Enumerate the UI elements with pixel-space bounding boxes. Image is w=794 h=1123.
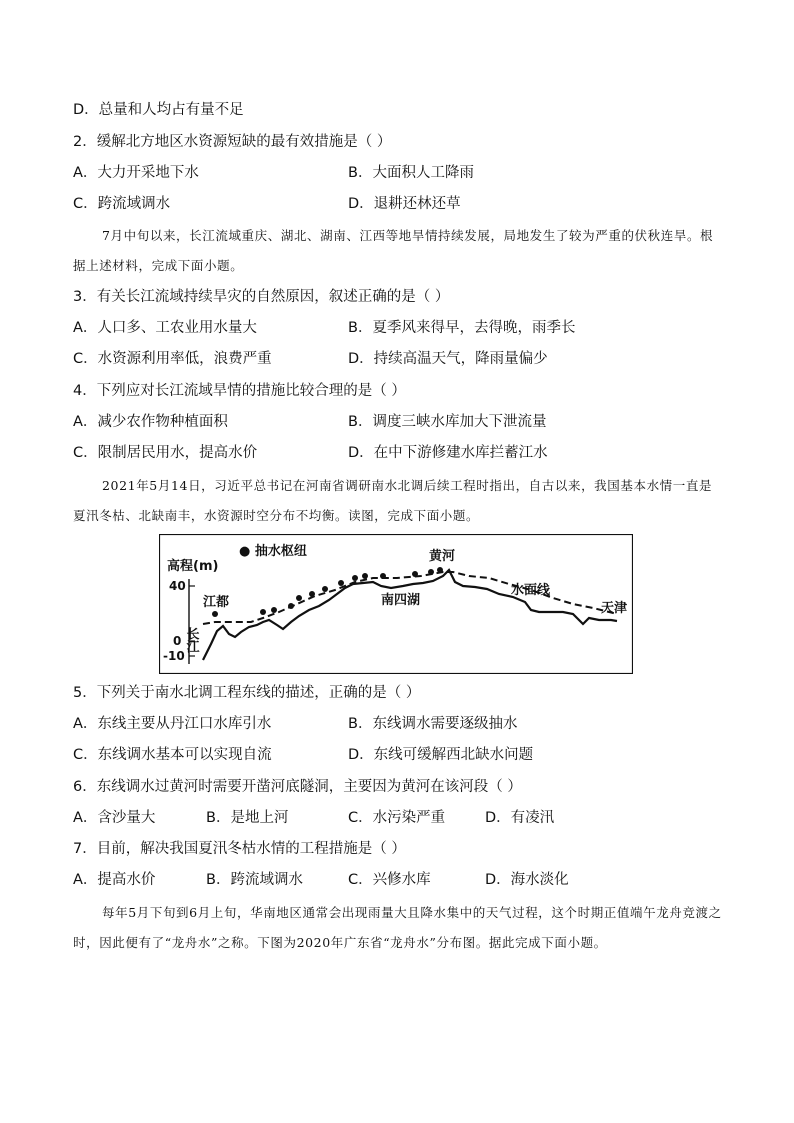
q7-option-b: B．跨流域调水 [206, 872, 303, 888]
pump-station-dot [437, 567, 443, 573]
q5-option-a: A．东线主要从丹江口水库引水 [73, 716, 272, 732]
passage-south-north-water: 2021年5月14日，习近平总书记在河南省调研南水北调后续工程时指出，自古以来，我国基本水情一直是夏汛冬枯、北缺南丰，水资源时空分布不均衡。读图，完成下面小题。 [73, 478, 713, 523]
q4-options-row2 [73, 443, 548, 463]
q4-stem: 4．下列应对长江流域旱情的措施比较合理的是（ ） [73, 383, 406, 399]
passage-drought: 7月中旬以来，长江流域重庆、湖北、湖南、江西等地旱情持续发展，局地发生了较为严重的伏秋连旱。根据上述材料，完成下面小题。 [73, 228, 714, 273]
y-axis-label: 高程(m) [167, 559, 219, 574]
pump-station-dot [212, 611, 218, 617]
q6-option-b: B．是地上河 [206, 810, 289, 826]
pump-station-dot [322, 586, 328, 592]
q6-option-c: C．水污染严重 [348, 810, 446, 826]
label-jiangdu: 江都 [203, 595, 230, 610]
q3-option-b: B．夏季风来得早，去得晚，雨季长 [348, 320, 576, 336]
passage-dragon-boat-water: 每年5月下旬到6月上旬，华南地区通常会出现雨量大且降水集中的天气过程，这个时期正值端午龙舟竞渡之时，因此便有了“龙舟水”之称。下图为2020年广东省“龙舟水”分布图。据此完成下面小题。 [73, 905, 722, 950]
q5-option-c: C．东线调水基本可以实现自流 [73, 747, 272, 763]
pump-station-dot [271, 607, 277, 613]
q5-stem: 5．下列关于南水北调工程东线的描述，正确的是（ ） [73, 685, 421, 701]
pump-station-dot [260, 609, 266, 615]
q6-stem: 6．东线调水过黄河时需要开凿河底隧洞，主要因为黄河在该河段（ ） [73, 779, 522, 795]
label-water-surface: 水面线 [511, 583, 551, 598]
q6-option-a: A．含沙量大 [73, 810, 156, 826]
q2-option-a: A．大力开采地下水 [73, 165, 199, 181]
legend-pump-station: ● 抽水枢纽 [239, 544, 307, 559]
q4-option-a: A．减少农作物种植面积 [73, 414, 228, 430]
q1-option-d: D．总量和人均占有量不足 [73, 102, 244, 118]
pump-station-dot [288, 603, 294, 609]
q3-option-a: A．人口多、工农业用水量大 [73, 320, 257, 336]
q4-options-row1 [73, 412, 547, 432]
tick-label-0: 0 [173, 634, 182, 648]
q2-option-d: D．退耕还林还草 [348, 196, 461, 212]
q2-option-c: C．跨流域调水 [73, 196, 171, 212]
label-nansihu: 南四湖 [381, 593, 421, 608]
q3-options-row2 [73, 349, 548, 369]
pump-station-dot [338, 580, 344, 586]
tick-label-neg10: -10 [163, 649, 185, 663]
q2-options-row1 [73, 163, 474, 183]
pump-station-dot [380, 573, 386, 579]
label-tianjin: 天津 [601, 601, 628, 616]
q4-option-c: C．限制居民用水，提高水价 [73, 445, 258, 461]
q7-option-c: C．兴修水库 [348, 872, 431, 888]
tick-label-40: 40 [169, 579, 186, 593]
q2-option-b: B．大面积人工降雨 [348, 165, 474, 181]
pump-station-dot [428, 569, 434, 575]
q3-option-d: D．持续高温天气，降雨量偏少 [348, 351, 548, 367]
q3-option-c: C．水资源利用率低，浪费严重 [73, 351, 272, 367]
q3-options-row1 [73, 318, 576, 338]
q5-option-b: B．东线调水需要逐级抽水 [348, 716, 518, 732]
q7-option-d: D．海水淡化 [485, 872, 569, 888]
elevation-profile-figure [159, 534, 633, 674]
label-changjiang: 长江 [183, 627, 199, 653]
q3-stem: 3．有关长江流域持续旱灾的自然原因，叙述正确的是（ ） [73, 289, 450, 305]
pump-station-dot [296, 595, 302, 601]
q7-stem: 7．目前，解决我国夏汛冬枯水情的工程措施是（ ） [73, 841, 406, 857]
pump-station-dot [309, 591, 315, 597]
q5-options-row2 [73, 745, 534, 765]
q4-option-d: D．在中下游修建水库拦蓄江水 [348, 445, 548, 461]
pump-station-dot [352, 575, 358, 581]
pump-station-dot [412, 571, 418, 577]
q2-options-row2 [73, 194, 461, 214]
pump-station-dot [362, 573, 368, 579]
q6-option-d: D．有凌汛 [485, 810, 555, 826]
label-huanghe: 黄河 [429, 549, 456, 564]
q5-option-d: D．东线可缓解西北缺水问题 [348, 747, 534, 763]
q5-options-row1 [73, 714, 518, 734]
q7-option-a: A．提高水价 [73, 872, 156, 888]
q4-option-b: B．调度三峡水库加大下泄流量 [348, 414, 547, 430]
q2-stem: 2．缓解北方地区水资源短缺的最有效措施是（ ） [73, 134, 392, 150]
